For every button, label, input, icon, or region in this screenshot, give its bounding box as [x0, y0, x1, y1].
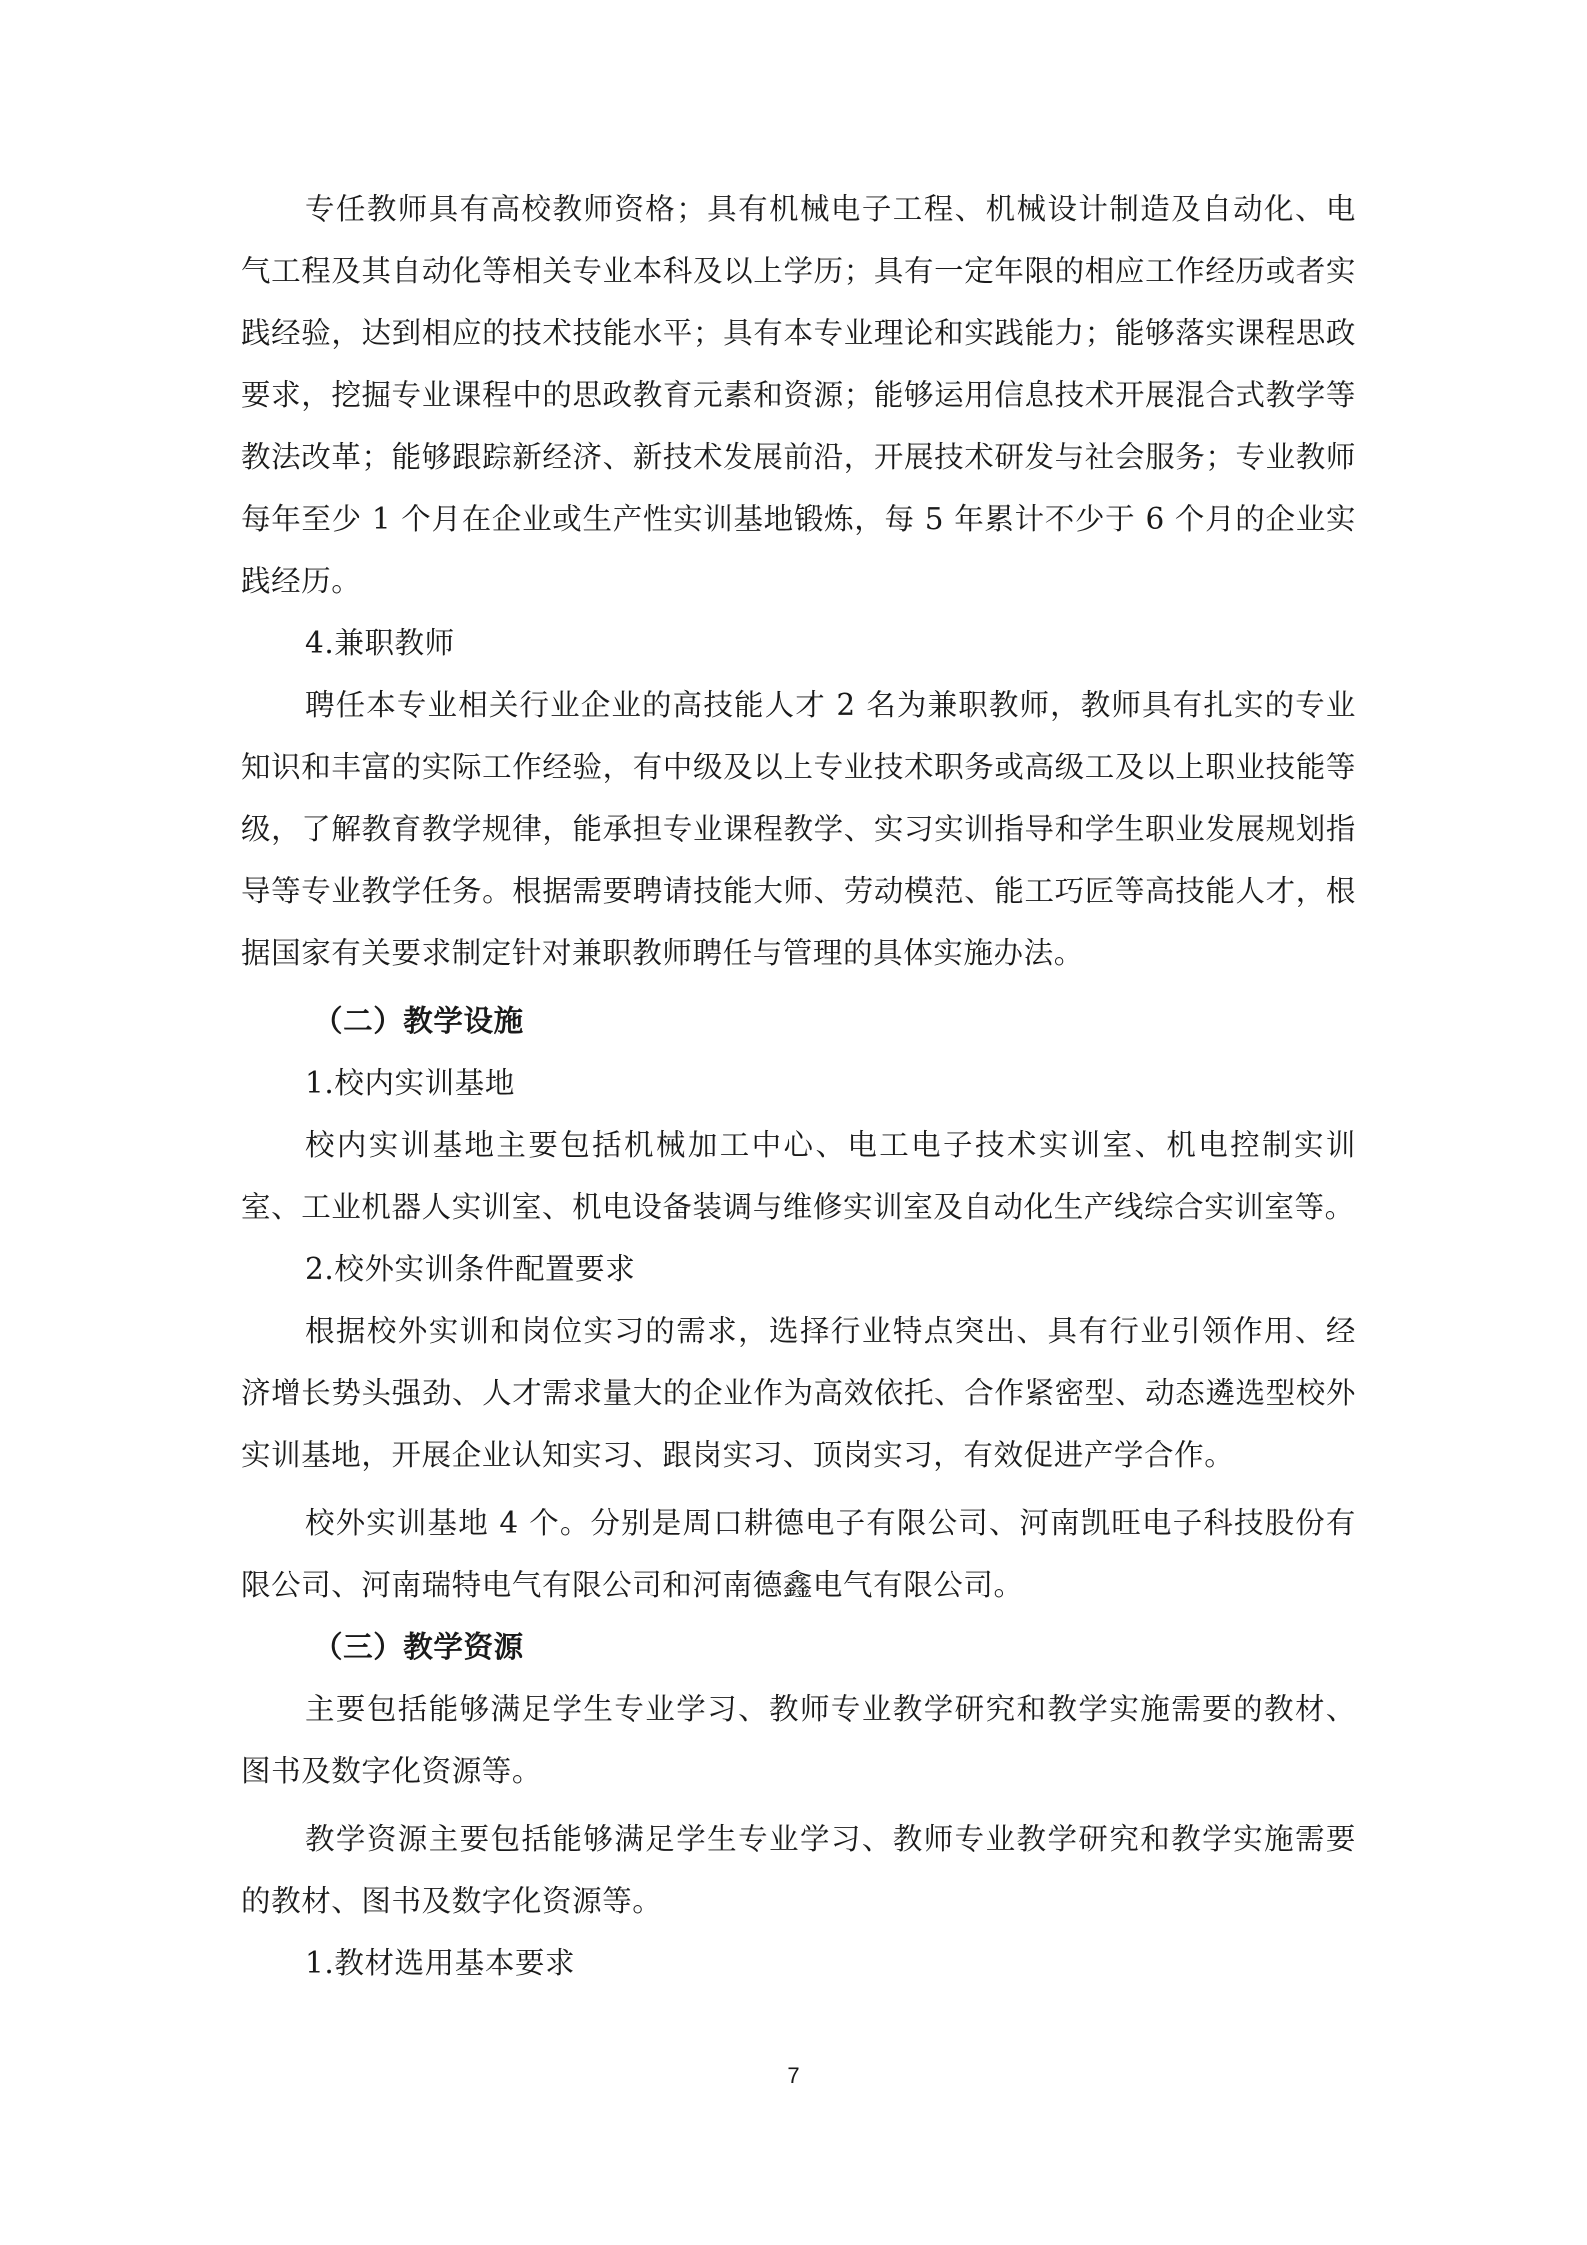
section-heading-teaching-resources: （三）教学资源	[313, 1629, 524, 1664]
paragraph-teaching-resources-detail: 教学资源主要包括能够满足学生专业学习、教师专业教学研究和教学实施需要的教材、图书及数字化资源等。	[241, 1822, 1356, 1918]
paragraph-off-campus-training-requirements: 根据校外实训和岗位实习的需求，选择行业特点突出、具有行业引领作用、经济增长势头强劲、人才需求量大的企业作为高效依托、合作紧密型、动态遴选型校外实训基地，开展企业认知实习、跟岗实习、顶岗实习，有效促进产学合作。	[241, 1314, 1356, 1472]
paragraph-teaching-resources-summary: 主要包括能够满足学生专业学习、教师专业教学研究和教学实施需要的教材、图书及数字化资源等。	[241, 1692, 1356, 1788]
paragraph-on-campus-training-base: 校内实训基地主要包括机械加工中心、电工电子技术实训室、机电控制实训室、工业机器人实训室、机电设备装调与维修实训室及自动化生产线综合实训室等。	[241, 1128, 1356, 1224]
document-body	[241, 178, 1356, 1994]
paragraph-part-time-teachers: 聘任本专业相关行业企业的高技能人才 2 名为兼职教师，教师具有扎实的专业知识和丰富的实际工作经验，有中级及以上专业技术职务或高级工及以上职业技能等级，了解教育教学规律，能承担专业课程教学、实习实训指导和学生职业发展规划指导等专业教学任务。根据需要聘请技能大师、劳动模范、能工巧匠等高技能人才，根据国家有关要求制定针对兼职教师聘任与管理的具体实施办法。	[241, 688, 1356, 970]
page-number: 7	[787, 2063, 800, 2088]
heading-part-time-teachers: 4.兼职教师	[305, 626, 455, 660]
paragraph-off-campus-training-bases: 校外实训基地 4 个。分别是周口耕德电子有限公司、河南凯旺电子科技股份有限公司、河南瑞特电气有限公司和河南德鑫电气有限公司。	[241, 1506, 1356, 1602]
paragraph-teacher-qualification: 专任教师具有高校教师资格；具有机械电子工程、机械设计制造及自动化、电气工程及其自动化等相关专业本科及以上学历；具有一定年限的相应工作经历或者实践经验，达到相应的技术技能水平；具有本专业理论和实践能力；能够落实课程思政要求，挖掘专业课程中的思政教育元素和资源；能够运用信息技术开展混合式教学等教法改革；能够跟踪新经济、新技术发展前沿，开展技术研发与社会服务；专业教师每年至少 1 个月在企业或生产性实训基地锻炼，每 5 年累计不少于 6 个月的企业实践经历。	[241, 192, 1356, 598]
heading-on-campus-training-base: 1.校内实训基地	[305, 1066, 515, 1100]
heading-textbook-selection: 1.教材选用基本要求	[305, 1946, 576, 1980]
heading-off-campus-training-requirements: 2.校外实训条件配置要求	[305, 1252, 636, 1286]
section-heading-teaching-facilities: （二）教学设施	[313, 1003, 524, 1038]
